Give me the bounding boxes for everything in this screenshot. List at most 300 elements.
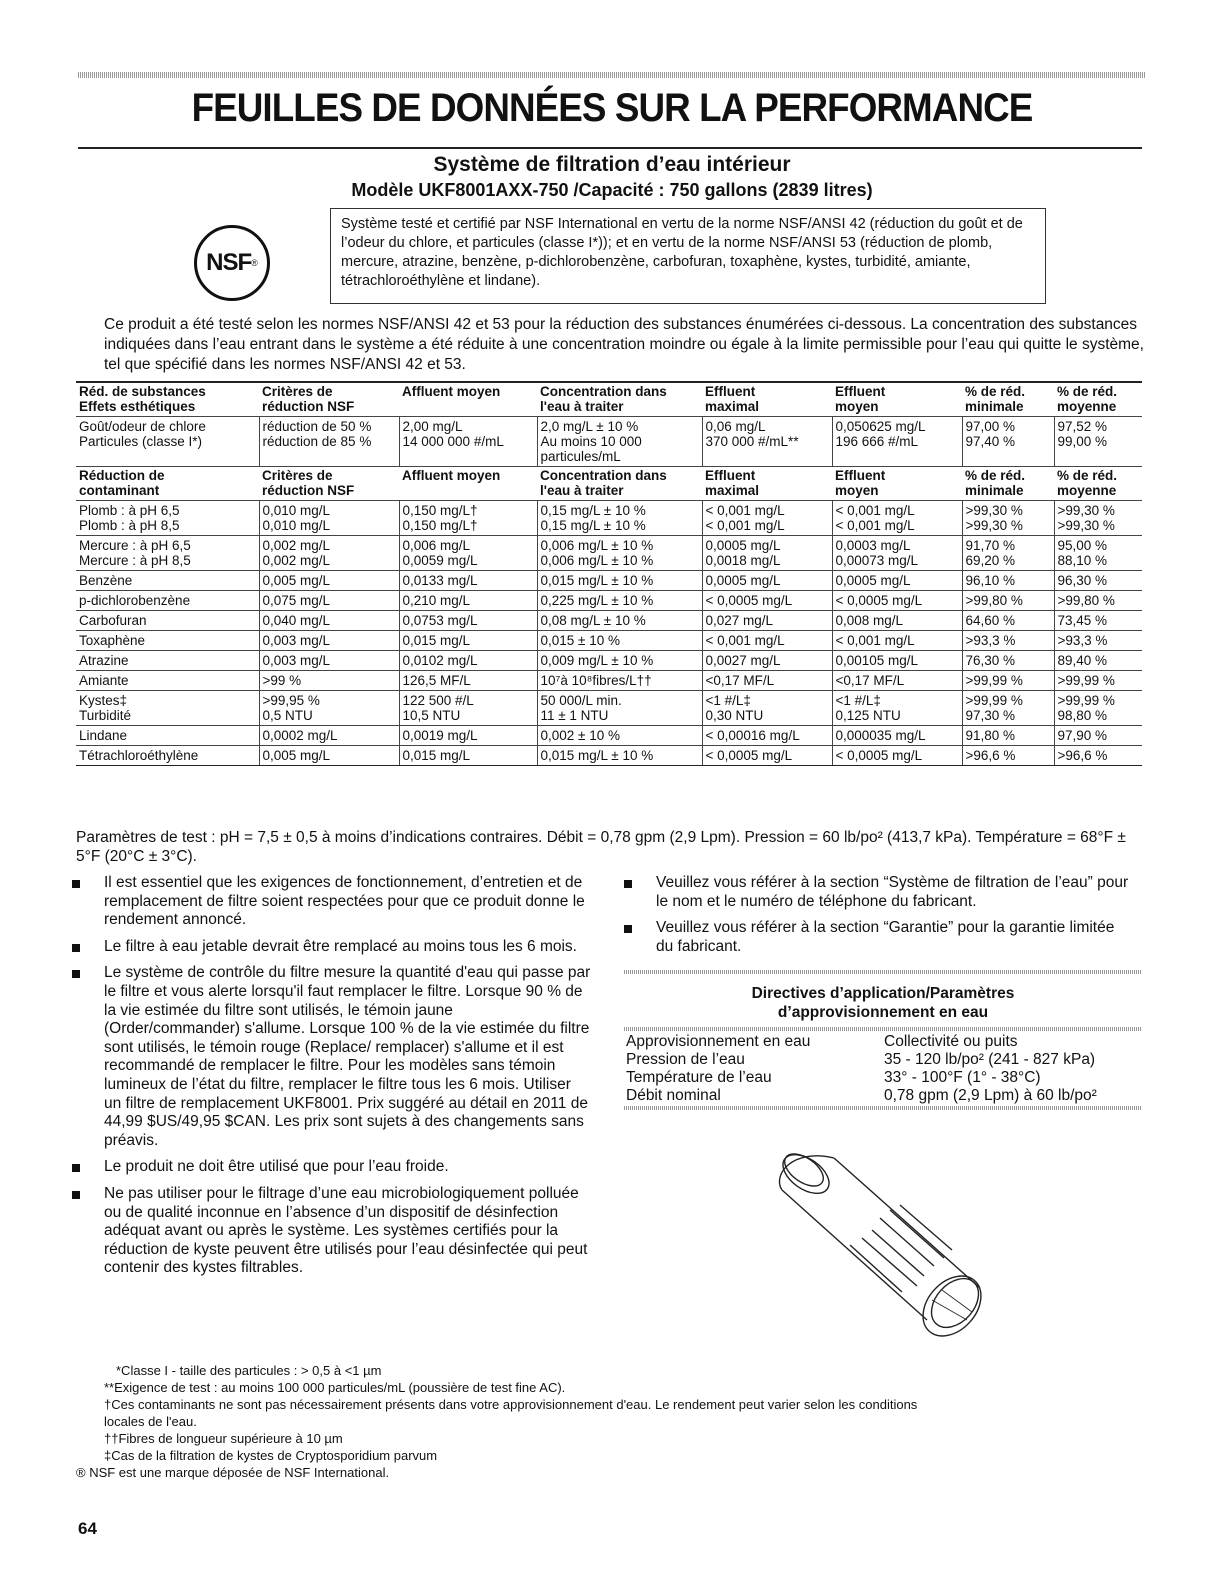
table-cell [832, 501, 962, 536]
table-cell [832, 611, 962, 631]
cell-text: % de réd. [965, 468, 1026, 483]
table-cell [76, 651, 259, 671]
cell-text: 0,125 NTU [835, 708, 901, 723]
bullet-item [624, 874, 1134, 911]
table-cell [832, 591, 962, 611]
guidelines-top-rule [624, 970, 1142, 974]
cell-text: 0,0005 mg/L [705, 538, 781, 553]
table-cell [259, 631, 399, 651]
bullet-text: Le filtre à eau jetable devrait être remplacé au moins tous les 6 mois. [104, 937, 577, 955]
cell-text: 0,015 mg/L [402, 748, 471, 763]
cell-text: Effluent [835, 468, 886, 483]
cell-text: 0,003 mg/L [262, 653, 331, 668]
cell-text: Affluent moyen [402, 384, 501, 399]
bullet-square-icon [72, 944, 80, 952]
cell-text: 0,005 mg/L [262, 573, 331, 588]
table-cell [76, 501, 259, 536]
footnote: **Exigence de test : au moins 100 000 particules/mL (poussière de test fine AC). [104, 1380, 566, 1395]
cell-text: moyenne [1057, 483, 1117, 498]
cell-text: Carbofuran [79, 613, 147, 628]
cell-text: Concentration dans [540, 384, 667, 399]
guideline-value: 33° - 100°F (1° - 38°C) [884, 1069, 1041, 1086]
cell-text: Amiante [79, 673, 129, 688]
table-cell [832, 417, 962, 467]
table-cell [962, 631, 1054, 651]
cell-text: 0,0003 mg/L [835, 538, 911, 553]
table-cell [537, 417, 702, 467]
cell-text: 0,0005 mg/L [835, 573, 911, 588]
page-title: FEUILLES DE DONNÉES SUR LA PERFORMANCE [191, 86, 1033, 130]
cell-text: < 0,001 mg/L [835, 518, 915, 533]
bullet-text: Le produit ne doit être utilisé que pour l’eau froide. [104, 1158, 449, 1176]
table-cell [399, 651, 537, 671]
cell-text: Benzène [79, 573, 133, 588]
cell-text: 14 000 000 #/mL [402, 434, 504, 449]
guidelines-title-line-1: Directives d’application/Paramètres [751, 985, 1015, 1002]
cell-text: 0,002 ± 10 % [540, 728, 620, 743]
table-cell [537, 382, 702, 417]
cell-text: 97,30 % [965, 708, 1016, 723]
bullet-text: Le système de contrôle du filtre mesure la quantité d'eau qui passe par le filtre et vous alerte lorsqu'il faut remplacer le filtre. Lorsque 90 % de la vie estimée du filtre sont utilisés, le témoin jaune (Order/commander) s'allume. Lorsque 100 % de la vie estimée du filtre sont utilisés, le témoin rouge (Replace/ remplacer) s'allume et il est recommandé de remplacer le filtre. Pour les modèles sans témoin lumineux de l’état du filtre, remplacer le filtre tous les 6 mois. Utiliser un filtre de remplacement UKF8001. Prix suggéré au détail en 2011 de 44,99 $US/49,95 $CAN. Les prix sont sujets à des changements sans préavis. [104, 964, 591, 1149]
cell-text: Mercure : à pH 8,5 [79, 553, 191, 568]
cell-text: 97,90 % [1057, 728, 1108, 743]
cell-text: <0,17 MF/L [705, 673, 775, 688]
bullet-text: Il est essentiel que les exigences de fonctionnement, d’entretien et de remplacement de filtre soient respectées pour que ce produit donne le rendement annoncé. [104, 874, 585, 929]
footnote: *Classe I - taille des particules : > 0,5 à <1 µm [116, 1363, 382, 1378]
table-header-row [76, 467, 1142, 501]
cell-text: 2,00 mg/L [402, 419, 463, 434]
right-bullet-list [624, 874, 1134, 964]
cell-text: % de réd. [1057, 384, 1118, 399]
guideline-value: Collectivité ou puits [884, 1033, 1018, 1050]
cell-text: réduction NSF [262, 399, 355, 414]
cell-text: Affluent moyen [402, 468, 501, 483]
cell-text: 0,006 mg/L ± 10 % [540, 553, 654, 568]
cell-text: < 0,0005 mg/L [835, 748, 923, 763]
cell-text: réduction de 85 % [262, 434, 372, 449]
cell-text: >99,80 % [1057, 593, 1115, 608]
table-cell [76, 726, 259, 746]
bullet-text: Veuillez vous référer à la section “Système de filtration de l’eau” pour le nom et le numéro de téléphone du fabricant. [656, 874, 1129, 910]
cell-text: Réduction de [79, 468, 165, 483]
cell-text: 0,015 ± 10 % [540, 633, 620, 648]
test-parameters: Paramètres de test : pH = 7,5 ± 0,5 à moins d’indications contraires. Débit = 0,78 gpm (2,9 Lpm). Pression = 60 lb/po² (413,7 kPa). Température = 68°F ± 5°F (20°C ± 3°C). [76, 829, 1126, 865]
table-cell [76, 611, 259, 631]
table-cell [1054, 536, 1142, 571]
cell-text: Mercure : à pH 6,5 [79, 538, 191, 553]
footnote: locales de l'eau. [104, 1414, 197, 1429]
table-row [76, 726, 1142, 746]
guidelines-bottom-rule [624, 1106, 1142, 1110]
page-number: 64 [78, 1519, 97, 1538]
cell-text: 0,005 mg/L [262, 748, 331, 763]
table-cell [537, 671, 702, 691]
table-cell [832, 746, 962, 766]
cell-text: 0,009 mg/L ± 10 % [540, 653, 654, 668]
cell-text: l'eau à traiter [540, 399, 624, 414]
cell-text: 0,015 mg/L ± 10 % [540, 573, 654, 588]
cell-text: contaminant [79, 483, 160, 498]
bullet-item [72, 964, 592, 1150]
bullet-item [72, 1185, 592, 1278]
table-cell [702, 467, 832, 501]
table-cell [537, 571, 702, 591]
intro-paragraph: Ce produit a été testé selon les normes NSF/ANSI 42 et 53 pour la réduction des substances énumérées ci-dessous. La concentration des substances indiquées dans l’eau entrant dans le système a été réduite à une concentration moindre ou égale à la limite permissible pour l’eau qui quitte le système, tel que spécifié dans les normes NSF/ANSI 42 et 53. [104, 316, 1144, 373]
table-cell [399, 691, 537, 726]
cell-text: >99,30 % [965, 518, 1023, 533]
cell-text: 0,0102 mg/L [402, 653, 478, 668]
table-cell [702, 417, 832, 467]
model-capacity-line: Modèle UKF8001AXX-750 /Capacité : 750 gallons (2839 litres) [351, 180, 873, 200]
table-cell [832, 536, 962, 571]
title-rule [78, 147, 1142, 149]
bullet-square-icon [72, 1191, 80, 1199]
cell-text: Particules (classe I*) [79, 434, 203, 449]
table-cell [259, 671, 399, 691]
cell-text: Effluent [705, 384, 756, 399]
cell-text: >99,30 % [965, 503, 1023, 518]
table-cell [399, 671, 537, 691]
cell-text: Effluent [705, 468, 756, 483]
table-row [76, 417, 1142, 467]
cell-text: 0,010 mg/L [262, 503, 331, 518]
cell-text: 0,00105 mg/L [835, 653, 919, 668]
guidelines-title [624, 984, 1142, 1022]
cell-text: Critères de [262, 468, 333, 483]
table-cell [259, 591, 399, 611]
cell-text: 96,30 % [1057, 573, 1108, 588]
table-cell [1054, 611, 1142, 631]
table-cell [832, 467, 962, 501]
table-cell [537, 467, 702, 501]
bullet-square-icon [72, 880, 80, 888]
table-cell [962, 536, 1054, 571]
table-cell [832, 651, 962, 671]
table-cell [537, 691, 702, 726]
table-row [76, 571, 1142, 591]
table-cell [399, 467, 537, 501]
cell-text: 0,0018 mg/L [705, 553, 781, 568]
cell-text: 0,003 mg/L [262, 633, 331, 648]
footnote: ® NSF est une marque déposée de NSF International. [76, 1465, 390, 1480]
table-cell [76, 691, 259, 726]
cell-text: 69,20 % [965, 553, 1016, 568]
cell-text: 0,0027 mg/L [705, 653, 781, 668]
cell-text: 0,002 mg/L [262, 538, 331, 553]
cell-text: < 0,00016 mg/L [705, 728, 800, 743]
guideline-row [626, 1033, 1142, 1051]
guidelines-title-line-2: d’approvisionnement en eau [777, 1004, 989, 1021]
bullet-item [72, 874, 592, 930]
table-cell [537, 651, 702, 671]
cell-text: 0,000035 mg/L [835, 728, 926, 743]
table-cell [702, 631, 832, 651]
table-cell [1054, 382, 1142, 417]
cell-text: >99,95 % [262, 693, 320, 708]
cell-text: Goût/odeur de chlore [79, 419, 206, 434]
cell-text: % de réd. [1057, 468, 1118, 483]
cell-text: >99,80 % [965, 593, 1023, 608]
table-cell [537, 631, 702, 651]
cell-text: 0,050625 mg/L [835, 419, 926, 434]
guidelines-table [626, 1033, 1142, 1105]
cell-text: 0,0753 mg/L [402, 613, 478, 628]
cell-text: < 0,001 mg/L [835, 503, 915, 518]
cell-text: >99,99 % [965, 693, 1023, 708]
bullet-square-icon [624, 880, 632, 888]
cell-text: 0,08 mg/L ± 10 % [540, 613, 646, 628]
cell-text: 73,45 % [1057, 613, 1108, 628]
cell-text: moyen [835, 399, 879, 414]
cell-text: 97,00 % [965, 419, 1016, 434]
table-cell [1054, 591, 1142, 611]
cell-text: 0,006 mg/L [402, 538, 471, 553]
cell-text: 50 000/L min. [540, 693, 622, 708]
cell-text: <1 #/L‡ [705, 693, 751, 708]
table-cell [1054, 671, 1142, 691]
table-row [76, 691, 1142, 726]
table-cell [702, 382, 832, 417]
cell-text: 0,0059 mg/L [402, 553, 478, 568]
cell-text: < 0,0005 mg/L [835, 593, 923, 608]
table-row [76, 611, 1142, 631]
table-cell [537, 746, 702, 766]
table-cell [399, 417, 537, 467]
cell-text: 0,150 mg/L† [402, 518, 478, 533]
table-row [76, 501, 1142, 536]
table-cell [76, 746, 259, 766]
cell-text: 0,00073 mg/L [835, 553, 919, 568]
cell-text: 89,40 % [1057, 653, 1108, 668]
table-cell [537, 611, 702, 631]
cell-text: Concentration dans [540, 468, 667, 483]
guideline-label: Débit nominal [626, 1087, 721, 1104]
table-cell [962, 691, 1054, 726]
table-cell [702, 651, 832, 671]
cell-text: Turbidité [79, 708, 132, 723]
cell-text: 0,15 mg/L ± 10 % [540, 503, 646, 518]
cell-text: % de réd. [965, 384, 1026, 399]
cell-text: 0,075 mg/L [262, 593, 331, 608]
cell-text: < 0,0005 mg/L [705, 593, 793, 608]
cell-text: 0,0133 mg/L [402, 573, 478, 588]
table-cell [832, 571, 962, 591]
table-cell [259, 691, 399, 726]
cell-text: réduction NSF [262, 483, 355, 498]
table-cell [76, 417, 259, 467]
cell-text: < 0,001 mg/L [705, 503, 785, 518]
guideline-label: Approvisionnement en eau [626, 1033, 811, 1050]
cell-text: Plomb : à pH 8,5 [79, 518, 180, 533]
table-cell [1054, 746, 1142, 766]
top-dotted-rule [78, 72, 1146, 78]
cell-text: 0,027 mg/L [705, 613, 774, 628]
table-cell [76, 536, 259, 571]
guideline-value: 35 - 120 lb/po² (241 - 827 kPa) [884, 1051, 1096, 1068]
table-cell [1054, 631, 1142, 651]
cell-text: Plomb : à pH 6,5 [79, 503, 180, 518]
table-cell [1054, 571, 1142, 591]
cell-text: moyen [835, 483, 879, 498]
cell-text: Kystes‡ [79, 693, 128, 708]
cell-text: 0,06 mg/L [705, 419, 766, 434]
table-cell [702, 611, 832, 631]
table-cell [1054, 651, 1142, 671]
table-cell [399, 746, 537, 766]
table-row [76, 671, 1142, 691]
table-cell [399, 726, 537, 746]
table-cell [259, 651, 399, 671]
cell-text: 0,0002 mg/L [262, 728, 338, 743]
table-cell [259, 536, 399, 571]
bullet-text: Veuillez vous référer à la section “Garantie” pour la garantie limitée du fabricant. [656, 919, 1115, 955]
cell-text: 11 ± 1 NTU [540, 708, 609, 723]
guideline-row [626, 1069, 1142, 1087]
cell-text: 0,30 NTU [705, 708, 764, 723]
table-cell [1054, 467, 1142, 501]
cell-text: réduction de 50 % [262, 419, 372, 434]
cell-text: moyenne [1057, 399, 1117, 414]
bullet-item [72, 1158, 592, 1177]
cell-text: 91,70 % [965, 538, 1016, 553]
table-cell [1054, 726, 1142, 746]
table-cell [702, 671, 832, 691]
cell-text: >99,99 % [1057, 673, 1115, 688]
cell-text: 96,10 % [965, 573, 1016, 588]
cell-text: Effluent [835, 384, 886, 399]
table-cell [76, 467, 259, 501]
cell-text: < 0,0005 mg/L [705, 748, 793, 763]
guideline-label: Pression de l’eau [626, 1051, 745, 1068]
table-cell [962, 591, 1054, 611]
table-cell [962, 382, 1054, 417]
cell-text: 0,006 mg/L ± 10 % [540, 538, 654, 553]
table-cell [962, 746, 1054, 766]
table-cell [702, 591, 832, 611]
footnotes [76, 1362, 1136, 1481]
table-cell [399, 382, 537, 417]
cell-text: >93,3 % [1057, 633, 1108, 648]
table-cell [537, 591, 702, 611]
table-cell [702, 571, 832, 591]
table-cell [1054, 501, 1142, 536]
cell-text: >96,6 % [1057, 748, 1108, 763]
cell-text: 97,52 % [1057, 419, 1108, 434]
table-cell [832, 726, 962, 746]
table-cell [702, 746, 832, 766]
cell-text: 91,80 % [965, 728, 1016, 743]
footnote: ††Fibres de longueur supérieure à 10 µm [104, 1431, 343, 1446]
table-cell [702, 536, 832, 571]
table-cell [537, 536, 702, 571]
table-cell [259, 746, 399, 766]
table-cell [962, 611, 1054, 631]
table-cell [702, 501, 832, 536]
cell-text: >96,6 % [965, 748, 1016, 763]
left-bullet-list [72, 874, 592, 1286]
cell-text: 0,002 mg/L [262, 553, 331, 568]
table-cell [259, 417, 399, 467]
cell-text: >99 % [262, 673, 302, 688]
guideline-row [626, 1051, 1142, 1069]
cell-text: 370 000 #/mL** [705, 434, 799, 449]
nsf-certification-box: Système testé et certifié par NSF International en vertu de la norme NSF/ANSI 42 (réduction du goût et de l’odeur du chlore, et particules (classe I*)); et en vertu de la norme NSF/ANSI 53 (réduction de plomb, mercure, atrazine, benzène, p-dichlorobenzène, carbofuran, toxaphène, kystes, turbidité, amiante, tétrachloroéthylène et lindane). [330, 208, 1046, 304]
table-cell [832, 382, 962, 417]
cell-text: p-dichlorobenzène [79, 593, 191, 608]
bullet-item [624, 919, 1134, 956]
footnote: ‡Cas de la filtration de kystes de Cryptosporidium parvum [104, 1448, 438, 1463]
section-subtitle: Système de filtration d’eau intérieur [433, 153, 791, 176]
table-cell [962, 417, 1054, 467]
table-cell [76, 591, 259, 611]
cell-text: 0,040 mg/L [262, 613, 331, 628]
cell-text: 0,008 mg/L [835, 613, 904, 628]
cell-text: < 0,001 mg/L [705, 633, 785, 648]
cell-text: 0,5 NTU [262, 708, 313, 723]
table-cell [962, 726, 1054, 746]
cell-text: >99,99 % [1057, 693, 1115, 708]
cell-text: >99,30 % [1057, 518, 1115, 533]
table-cell [832, 671, 962, 691]
table-cell [76, 382, 259, 417]
guideline-value: 0,78 gpm (2,9 Lpm) à 60 lb/po² [884, 1087, 1097, 1104]
cell-text: 97,40 % [965, 434, 1016, 449]
cell-text: Toxaphène [79, 633, 146, 648]
table-cell [259, 382, 399, 417]
footnote: †Ces contaminants ne sont pas nécessairement présents dans votre approvisionnement d'eau. Le rendement peut varier selon les conditions [104, 1397, 918, 1412]
table-cell [259, 726, 399, 746]
cell-text: 196 666 #/mL [835, 434, 919, 449]
cell-text: Lindane [79, 728, 128, 743]
table-cell [259, 611, 399, 631]
cell-text: Tétrachloroéthylène [79, 748, 199, 763]
cell-text: 0,015 mg/L [402, 633, 471, 648]
table-cell [76, 571, 259, 591]
cell-text: 10⁷à 10⁸fibres/L†† [540, 673, 652, 688]
table-cell [962, 671, 1054, 691]
cell-text: < 0,001 mg/L [705, 518, 785, 533]
cell-text: 0,150 mg/L† [402, 503, 478, 518]
cell-text: Réd. de substances [79, 384, 206, 399]
bullet-item [72, 938, 592, 957]
table-cell [832, 691, 962, 726]
table-cell [259, 571, 399, 591]
table-cell [76, 671, 259, 691]
table-cell [1054, 691, 1142, 726]
guideline-row [626, 1087, 1142, 1105]
cell-text: >99,99 % [965, 673, 1023, 688]
cell-text: 122 500 #/L [402, 693, 474, 708]
cell-text: Atrazine [79, 653, 129, 668]
cell-text: 0,0019 mg/L [402, 728, 478, 743]
cell-text: 88,10 % [1057, 553, 1108, 568]
table-header-row [76, 382, 1142, 417]
table-cell [399, 501, 537, 536]
guidelines-header-rule [624, 1027, 1142, 1031]
table-cell [832, 631, 962, 651]
table-row [76, 651, 1142, 671]
nsf-logo-text: NSF [206, 249, 252, 276]
table-row [76, 591, 1142, 611]
cell-text: <1 #/L‡ [835, 693, 881, 708]
cell-text: 76,30 % [965, 653, 1016, 668]
table-cell [702, 691, 832, 726]
cell-text: minimale [965, 399, 1024, 414]
cell-text: maximal [705, 483, 760, 498]
cell-text: 98,80 % [1057, 708, 1108, 723]
cell-text: l'eau à traiter [540, 483, 624, 498]
nsf-registered-mark: ® [251, 258, 258, 268]
